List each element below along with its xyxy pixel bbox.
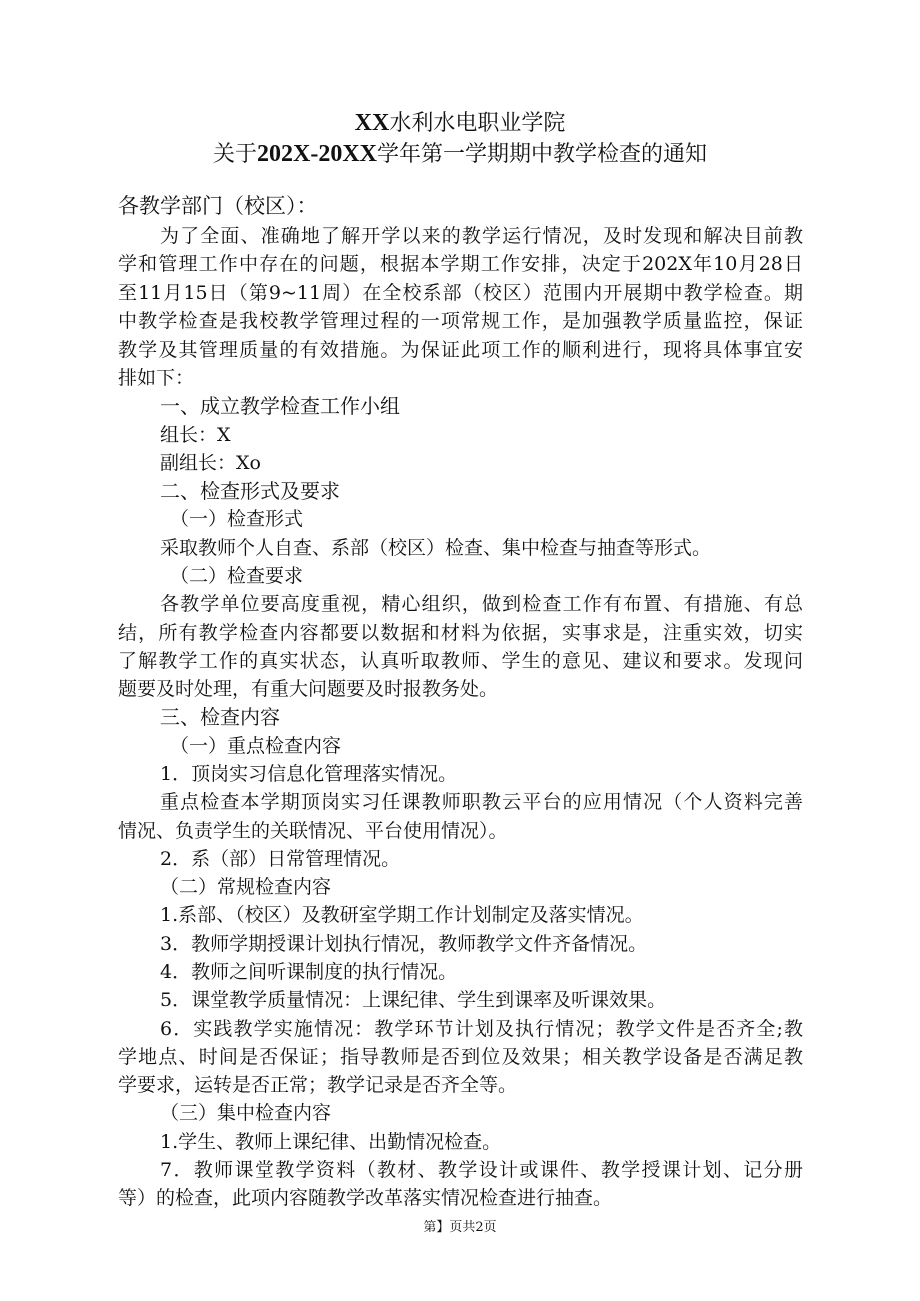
greeting: 各教学部门（校区）： (118, 194, 318, 218)
document-title-line2 (0, 137, 920, 168)
list-item: 6．实践教学实施情况：教学环节计划及执行情况；教学文件是否齐全;教 (160, 1018, 803, 1040)
list-item: 4．教师之间听课制度的执行情况。 (160, 961, 458, 983)
list-item: 1.系部、（校区）及教研室学期工作计划制定及落实情况。 (160, 904, 644, 926)
title-org-name: 水利水电职业学院 (389, 111, 566, 136)
list-item: 1.学生、教师上课纪律、出勤情况检查。 (160, 1131, 502, 1153)
deputy-leader: 副组长：Xo (160, 452, 261, 474)
paragraph-line: 采取教师个人自查、系部（校区）检查、集中检查与抽查等形式。 (160, 537, 712, 559)
paragraph-line: 教学及其管理质量的有效措施。为保证此项工作的顺利进行，现将具体事宜安 (118, 339, 803, 361)
paragraph-line: 了解教学工作的真实状态，认真听取教师、学生的意见、建议和要求。发现问 (118, 650, 803, 672)
paragraph-line: 结，所有教学检查内容都要以数据和材料为依据，实事求是，注重实效，切实 (118, 622, 803, 644)
list-item: 7．教师课堂教学资料（教材、教学设计或课件、教学授课计划、记分册 (160, 1159, 803, 1181)
paragraph-line: 排如下： (118, 367, 195, 389)
title-subject: 学年第一学期期中教学检查的通知 (377, 142, 708, 167)
subsection-heading: （二）常规检查内容 (160, 876, 332, 898)
list-item: 3．教师学期授课计划执行情况，教师教学文件齐备情况。 (160, 933, 648, 955)
title-year: 202X-20XX (257, 141, 377, 167)
paragraph-line: 学和管理工作中存在的问题，根据本学期工作安排，决定于202X年10月28日 (118, 253, 803, 275)
subsection-heading: （三）集中检查内容 (160, 1102, 332, 1124)
section-heading: 三、检查内容 (160, 705, 280, 729)
title-about: 关于 (212, 142, 257, 167)
paragraph-line: 学要求，运转是否正常；教学记录是否齐全等。 (118, 1074, 518, 1096)
list-item: 5．课堂教学质量情况：上课纪律、学生到课率及听课效果。 (160, 989, 667, 1011)
subsection-heading: （二）检查要求 (170, 565, 304, 587)
list-item: 2．系（部）日常管理情况。 (160, 848, 401, 870)
paragraph-line: 题要及时处理，有重大问题要及时报教务处。 (118, 678, 499, 700)
paragraph-line: 至11月15日（第9~11周）在全校系部（校区）范围内开展期中教学检查。期 (118, 282, 803, 304)
title-org-prefix: XX (354, 110, 390, 136)
paragraph-line: 中教学检查是我校教学管理过程的一项常规工作，是加强教学质量监控，保证 (118, 310, 803, 332)
subsection-heading: （一）检查形式 (170, 508, 304, 530)
page-footer: 第】页共2页 (423, 1220, 497, 1235)
paragraph-line: 学地点、时间是否保证；指导教师是否到位及效果；相关教学设备是否满足教 (118, 1046, 803, 1068)
section-heading: 一、成立教学检查工作小组 (160, 394, 400, 418)
paragraph-line: 为了全面、准确地了解开学以来的教学运行情况，及时发现和解决目前教 (160, 225, 803, 247)
paragraph-line: 各教学单位要高度重视，精心组织，做到检查工作有布置、有措施、有总 (160, 593, 803, 615)
paragraph-line: 重点检查本学期顶岗实习任课教师职教云平台的应用情况（个人资料完善 (160, 791, 803, 813)
paragraph-line: 情况、负责学生的关联情况、平台使用情况）。 (118, 820, 508, 842)
paragraph-line: 等）的检查，此项内容随教学改革落实情况检查进行抽查。 (118, 1187, 613, 1209)
section-heading: 二、检查形式及要求 (160, 479, 340, 503)
list-item: 1．顶岗实习信息化管理落实情况。 (160, 763, 458, 785)
document-title-line1 (0, 106, 920, 137)
subsection-heading: （一）重点检查内容 (170, 735, 342, 757)
group-leader: 组长：X (160, 424, 231, 446)
